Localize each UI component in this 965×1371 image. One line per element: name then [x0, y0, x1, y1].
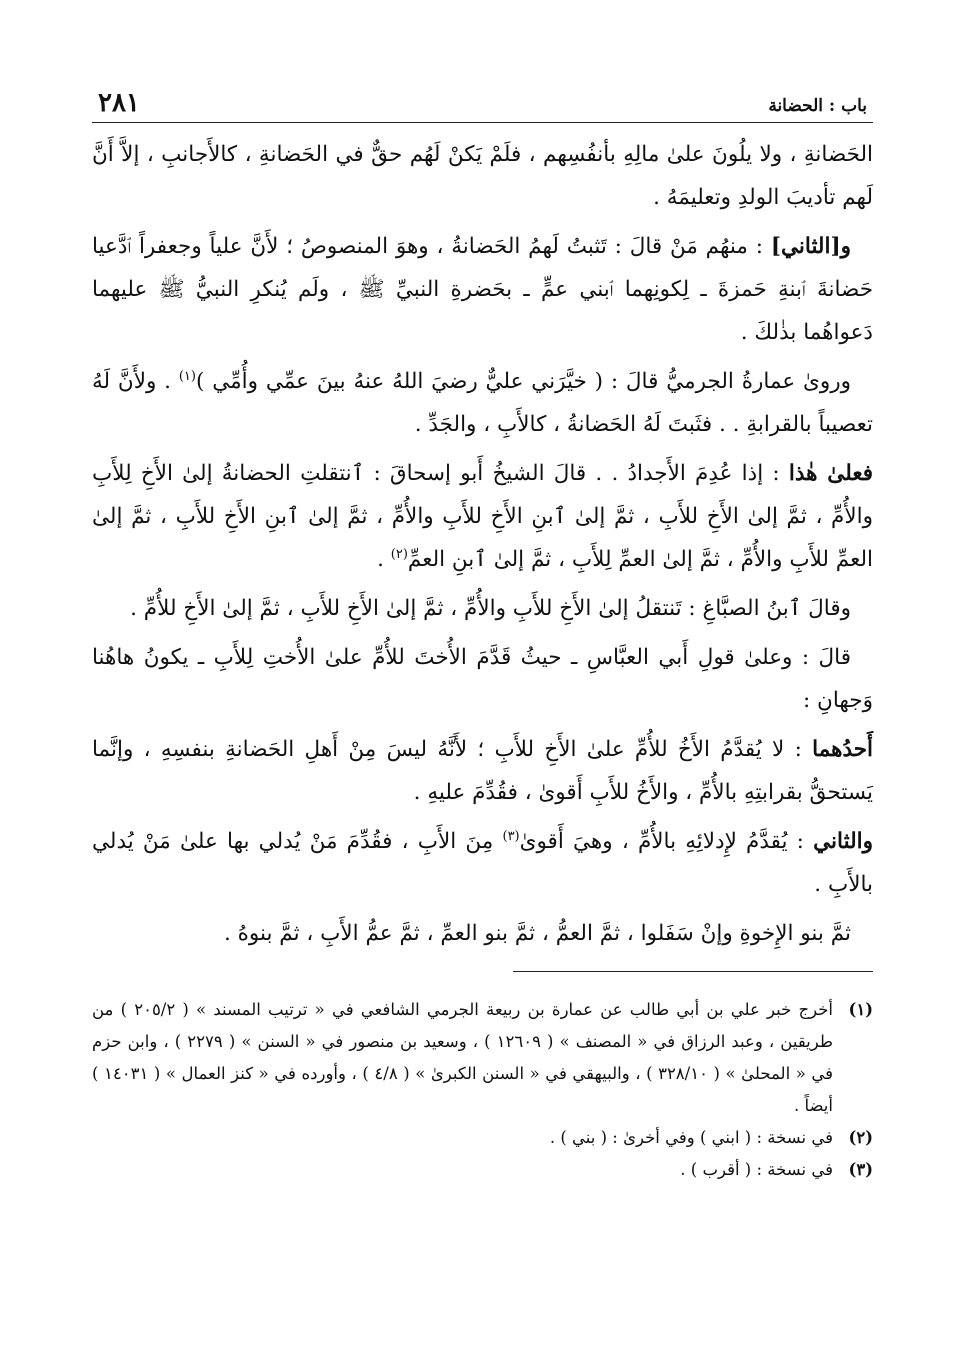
footnote: [92, 1154, 873, 1186]
footnote-number: (١): [848, 1000, 873, 1019]
paragraph: [92, 225, 873, 354]
paragraph-text-continued: .: [377, 547, 391, 572]
page-number: ٢٨١: [98, 88, 140, 118]
page-header: [92, 80, 873, 123]
paragraph: [92, 820, 873, 906]
paragraph: [92, 636, 873, 722]
footnote-number: (٣): [848, 1160, 873, 1179]
footnote-text: في نسخة : ( أقرب ) .: [680, 1160, 833, 1179]
paragraph-text: الحَضانةِ ، ولا يلُونَ علىٰ مالِهِ بأنفُسِهم ، فلَمْ يَكنْ لَهُم حقٌّ في الحَضانةِ ، كالأَجانبِ ، إلاَّ أَنَّ لَهم تأديبَ الولدِ وتعليمَهُ .: [92, 142, 873, 210]
main-text: [92, 123, 873, 955]
footnotes: [92, 994, 873, 1186]
paragraph-text: قالَ : وعلىٰ قولِ أَبي العبَّاسِ ـ حيثُ قَدَّمَ الأُختَ للأُمِّ علىٰ الأُختِ لِلأَبِ ـ يكونُ هاهُنا وَجهانِ :: [92, 645, 873, 713]
footnote-separator: [513, 971, 873, 972]
paragraph-text: : يُقدَّمُ لإِدلائِهِ بالأُمِّ ، وهيَ أَقوىٰ: [519, 829, 804, 854]
paragraph-lead: أَحدُهما: [812, 737, 874, 762]
paragraph: [92, 912, 873, 955]
footnote: [92, 994, 873, 1122]
paragraph: [92, 728, 873, 814]
footnote: [92, 1122, 873, 1154]
paragraph-text: وروىٰ عمارةُ الجرميُّ قالَ : ( خيَّرَني عليٌّ رضيَ اللهُ عنهُ بينَ عمِّي وأُمِّي ): [195, 369, 851, 394]
paragraph: [92, 133, 873, 219]
footnote-marker: (٢): [390, 546, 408, 562]
paragraph-text-continued: مِنَ الأَبِ ، فقُدِّمَ مَنْ يُدلي بها علىٰ مَنْ يُدلي بالأَبِ .: [92, 829, 873, 897]
paragraph-text-continued: . ولأَنَّ لَهُ تعصيباً بالقرابةِ . . فثَبتَ لَهُ الحَضانةُ ، كالأَبِ ، والجَدِّ .: [92, 369, 873, 437]
footnote-marker: (١): [178, 368, 196, 384]
paragraph-lead: فعلىٰ هٰذا: [788, 461, 873, 486]
paragraph-text: : إذا عُدِمَ الأَجدادُ . . قالَ الشيخُ أَبو إسحاقَ : ٱنتقلتِ الحضانةُ إلىٰ الأَخِ لِلأَبِ والأُمِّ ، ثمَّ إلىٰ الأَخِ للأَبِ ، ثمَّ إلىٰ ٱبنِ الأَخِ للأَبِ والأُمِّ ، ثمَّ إلىٰ ٱبنِ الأَخِ للأَبِ ، ثمَّ إلىٰ العمِّ للأَبِ والأُمِّ ، ثمَّ إلىٰ العمِّ لِلأَبِ ، ثمَّ إلىٰ ٱبنِ العمِّ: [92, 461, 873, 572]
running-title: باب : الحضانة: [768, 96, 867, 116]
paragraph-text: : لا يُقدَّمُ الأَخُ للأُمِّ علىٰ الأَخِ للأَبِ ؛ لأَنَّهُ ليسَ مِنْ أَهلِ الحَضانةِ بنفسِهِ ، وإنَّما يَستحقُّ بقرابتِهِ بالأُمِّ ، والأَخُ للأَبِ أَقوىٰ ، فقُدِّمَ عليهِ .: [92, 737, 873, 805]
footnote-text: في نسخة : ( ابني ) وفي أخرىٰ : ( بني ) .: [549, 1128, 833, 1147]
paragraph-text: وقالَ ٱبنُ الصبَّاغِ : تَنتقلُ إلىٰ الأَخِ للأَبِ والأُمِّ ، ثمَّ إلىٰ الأَخِ للأَبِ ، ثمَّ إلىٰ الأَخِ للأُمِّ .: [130, 596, 851, 621]
paragraph-text: ثمَّ بنو الإِخوةِ وإنْ سَفَلوا ، ثمَّ العمُّ ، ثمَّ بنو العمِّ ، ثمَّ عمُّ الأَبِ ، ثمَّ بنوهُ .: [223, 921, 851, 946]
footnote-text: أخرج خبر علي بن أبي طالب عن عمارة بن ربيعة الجرمي الشافعي في « ترتيب المسند » ( ٢٠٥/٢ ) من طريقين ، وعبد الرزاق في « المصنف » ( ١٢٦٠٩ ) ، وسعيد بن منصور في « السنن » ( ٢٢٧٩ ) ، وابن حزم في « المحلىٰ » ( ٣٢٨/١٠ ) ، والبيهقي في « السنن الكبرىٰ » ( ٤/٨ ) ، وأورده في « كنز العمال » ( ١٤٠٣١ ) أيضاً .: [92, 1000, 834, 1115]
paragraph-lead: والثاني: [813, 829, 873, 854]
paragraph: [92, 360, 873, 446]
paragraph-lead: و[الثاني]: [770, 234, 852, 259]
paragraph-text: : منهُم مَنْ قالَ : تَثبتُ لَهمُ الحَضانةُ ، وهوَ المنصوصُ ؛ لأَنَّ علياً وجعفراً ٱدَّعيا حَضانةَ ٱبنةِ حَمزةَ ـ لِكونِهما ٱبني عمٍّ ـ بحَضرةِ النبيِّ ﷺ ، ولَم يُنكرِ النبيُّ ﷺ عليهما دَعواهُما بذٰلكَ .: [92, 234, 873, 345]
footnote-marker: (٣): [502, 828, 520, 844]
footnote-number: (٢): [848, 1128, 873, 1147]
paragraph: [92, 452, 873, 581]
paragraph: [92, 587, 873, 630]
